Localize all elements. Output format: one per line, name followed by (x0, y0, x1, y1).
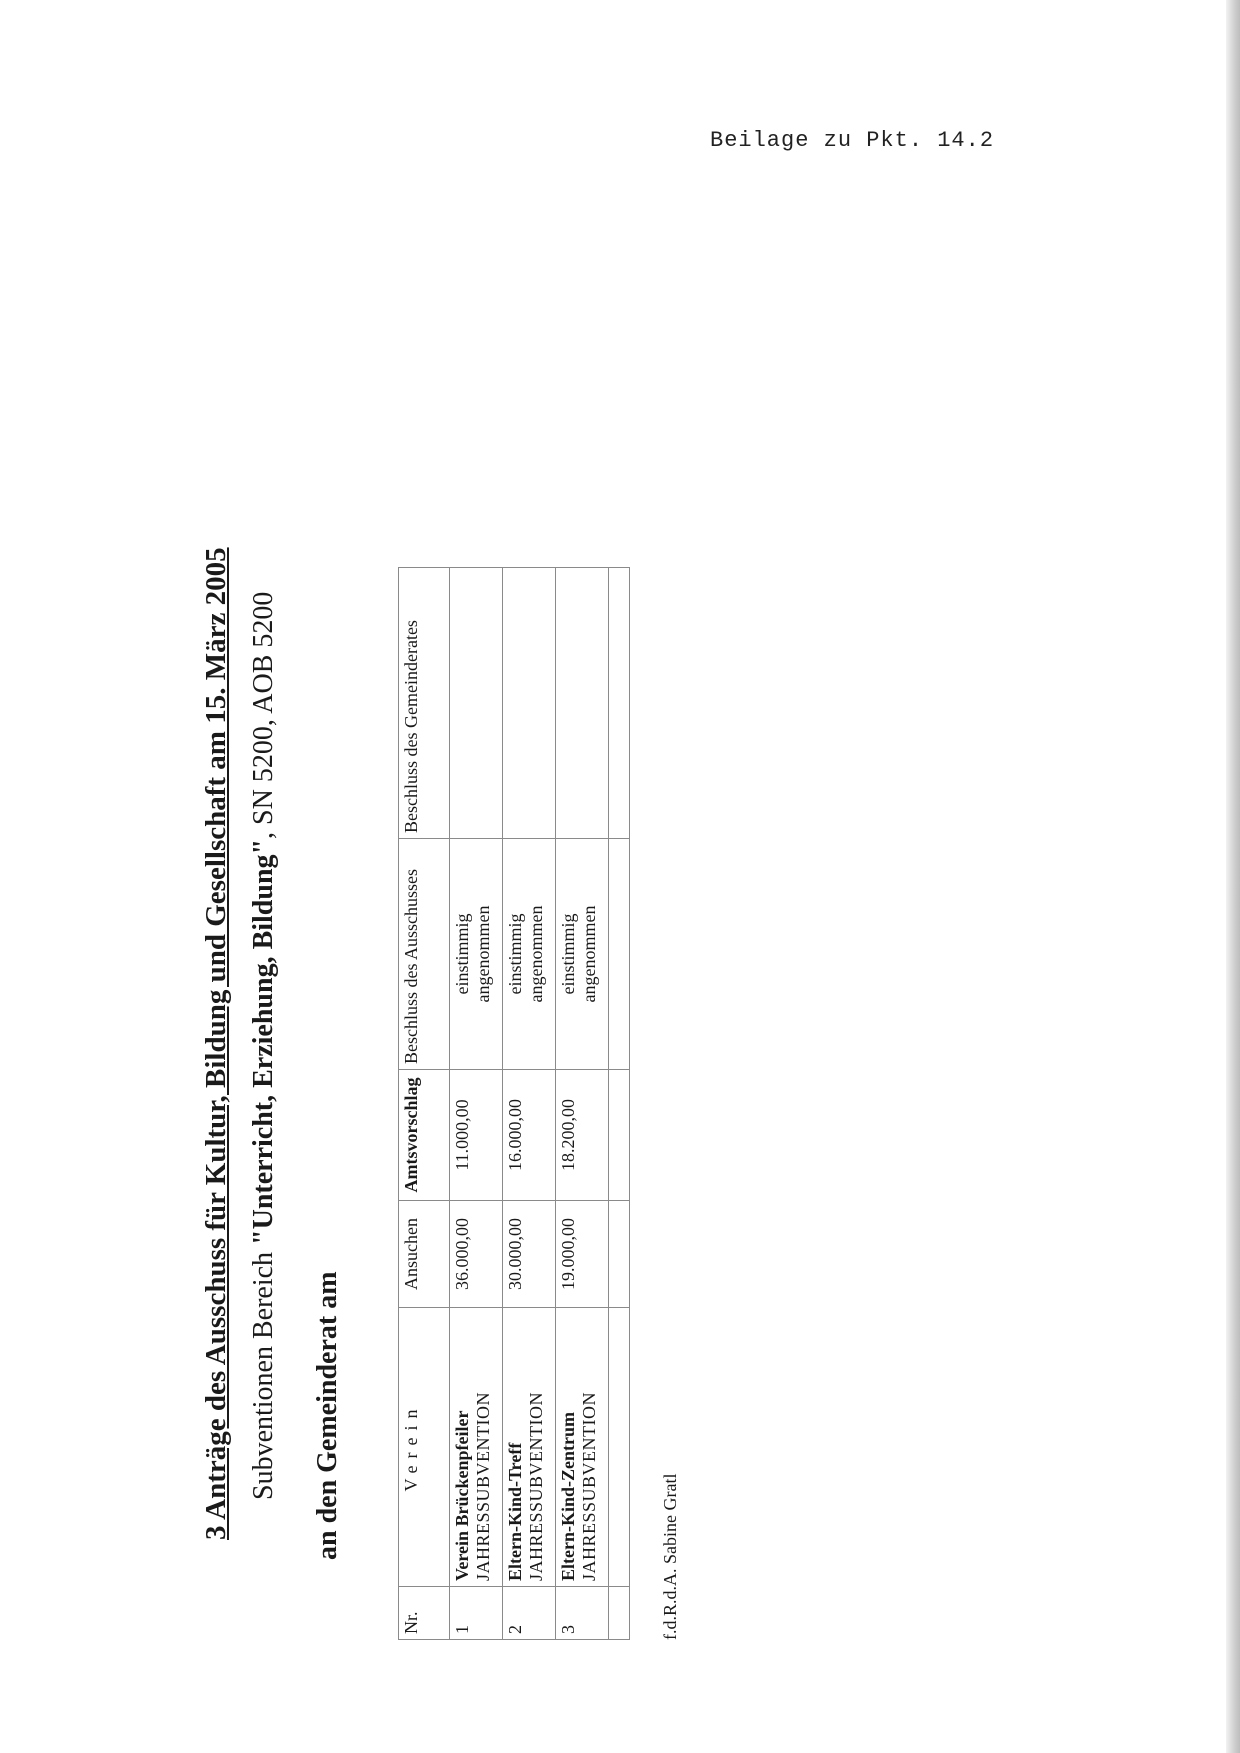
row-verein (450, 1308, 503, 1587)
table-row (556, 568, 609, 1640)
table-row (503, 568, 556, 1640)
row-nr: 2 (503, 1587, 556, 1640)
signature-line: f.d.R.d.A. Sabine Gratl (660, 1473, 680, 1640)
row-verein (556, 1308, 609, 1587)
scan-edge-shadow (1226, 0, 1240, 1753)
council-heading: an den Gemeinderat am (312, 1271, 343, 1560)
vote-line1: einstimmig (505, 913, 525, 995)
row-ansuchen: 30.000,00 (503, 1201, 556, 1308)
subsidy-table (398, 567, 630, 1640)
row-verein (503, 1308, 556, 1587)
table-row (450, 568, 503, 1640)
row-ansuchen: 36.000,00 (450, 1201, 503, 1308)
row-beschluss-gemeinderat (503, 568, 556, 839)
attachment-note: Beilage zu Pkt. 14.2 (710, 128, 995, 153)
table-header-row (399, 568, 450, 1640)
document-subtitle (248, 240, 280, 1560)
subtitle-area: "Unterricht, Erziehung, Bildung" (248, 838, 279, 1245)
row-nr: 1 (450, 1587, 503, 1640)
verein-type: JAHRESSUBVENTION (526, 1391, 546, 1581)
vote-line1: einstimmig (558, 913, 578, 995)
row-beschluss-ausschuss (556, 839, 609, 1070)
vote-line1: einstimmig (452, 913, 472, 995)
empty-cell (609, 568, 630, 839)
empty-cell (609, 839, 630, 1070)
vote-line2: angenommen (526, 905, 546, 1003)
header-verein: Verein (399, 1308, 450, 1587)
header-beschluss-ausschuss: Beschluss des Ausschusses (399, 839, 450, 1070)
row-amtsvorschlag: 18.200,00 (556, 1070, 609, 1201)
row-beschluss-gemeinderat (556, 568, 609, 839)
vote-line2: angenommen (579, 905, 599, 1003)
row-beschluss-gemeinderat (450, 568, 503, 839)
empty-cell (609, 1070, 630, 1201)
document-title: 3 Anträge des Ausschuss für Kultur, Bildung und Gesellschaft am 15. März 2005 (200, 547, 232, 1540)
verein-name: Eltern-Kind-Zentrum (558, 1412, 578, 1581)
table-row-empty (609, 568, 630, 1640)
verein-type: JAHRESSUBVENTION (579, 1391, 599, 1581)
verein-name: Eltern-Kind-Treff (505, 1442, 525, 1581)
vote-line2: angenommen (473, 905, 493, 1003)
subtitle-suffix: , SN 5200, AOB 5200 (248, 591, 279, 839)
empty-cell (609, 1201, 630, 1308)
row-amtsvorschlag: 11.000,00 (450, 1070, 503, 1201)
row-amtsvorschlag: 16.000,00 (503, 1070, 556, 1201)
header-ansuchen: Ansuchen (399, 1201, 450, 1308)
verein-name: Verein Brückenpfeiler (452, 1410, 472, 1581)
verein-type: JAHRESSUBVENTION (473, 1391, 493, 1581)
rotated-page-content (200, 300, 800, 1640)
empty-cell (609, 1587, 630, 1640)
row-nr: 3 (556, 1587, 609, 1640)
row-beschluss-ausschuss (450, 839, 503, 1070)
row-ansuchen: 19.000,00 (556, 1201, 609, 1308)
header-beschluss-gemeinderat: Beschluss des Gemeinderates (399, 568, 450, 839)
empty-cell (609, 1308, 630, 1587)
row-beschluss-ausschuss (503, 839, 556, 1070)
subtitle-prefix: Subventionen Bereich (248, 1244, 279, 1500)
header-amtsvorschlag: Amtsvorschlag (399, 1070, 450, 1201)
header-nr: Nr. (399, 1587, 450, 1640)
